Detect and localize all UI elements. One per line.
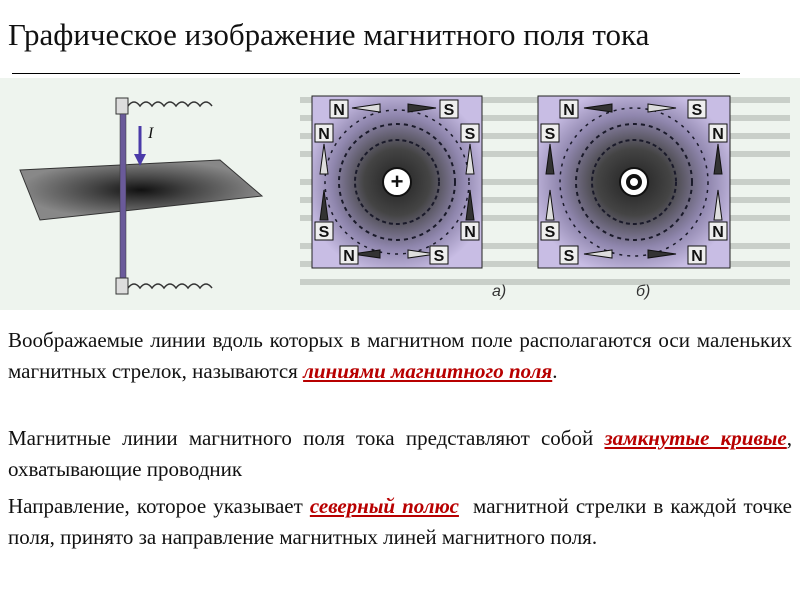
pole-label: N	[333, 102, 345, 119]
top-coil	[128, 102, 212, 106]
top-terminal	[116, 98, 128, 114]
title-divider	[12, 73, 740, 74]
bottom-coil	[128, 284, 212, 288]
pole-label: N	[691, 248, 703, 265]
panel-b	[538, 96, 730, 268]
pole-label: S	[691, 102, 703, 119]
definition-paragraph-direction	[8, 491, 798, 553]
definition-paragraph-field-lines	[8, 325, 792, 387]
panel-b-label: б)	[636, 283, 651, 300]
paragraph-text: .	[552, 359, 558, 383]
key-term: замкнутые кривые	[604, 426, 787, 450]
key-term: северный полюс	[309, 494, 459, 518]
key-term: линиями магнитного поля	[303, 359, 553, 383]
definition-paragraph-closed-curves	[8, 423, 792, 485]
pole-label: N	[318, 126, 330, 143]
pole-label: N	[712, 126, 724, 143]
wire-apparatus	[20, 98, 262, 294]
paragraph-text: магнитной стрелки в каждой точке поля, принято за направление магнитных линей магнитного поля.	[8, 494, 798, 549]
paragraph-text: , охватывающие проводник	[8, 426, 793, 481]
paragraph-text: Магнитные линии магнитного поля тока представляют собой	[8, 426, 605, 450]
pole-label: S	[318, 224, 330, 241]
figure-illustration	[0, 78, 800, 310]
page-title: Графическое изображение магнитного поля тока	[8, 17, 650, 52]
conductor-wire	[120, 114, 126, 294]
current-into-page-symbol: +	[390, 169, 404, 194]
pole-label: S	[544, 126, 556, 143]
pole-label: N	[563, 102, 575, 119]
pole-label: S	[464, 126, 476, 143]
panel-a-label: а)	[492, 283, 507, 300]
iron-filings-plate	[20, 160, 262, 220]
pole-label: N	[343, 248, 355, 265]
bottom-terminal	[116, 278, 128, 294]
panel-a	[312, 96, 482, 268]
paragraph-text: Воображаемые линии вдоль которых в магнитном поле располагаются оси маленьких магнитных стрелок, называются	[8, 328, 792, 383]
pole-label: S	[433, 248, 445, 265]
pole-label: S	[563, 248, 575, 265]
pole-label: S	[544, 224, 556, 241]
figure-area	[0, 78, 800, 310]
pole-label: N	[464, 224, 476, 241]
paragraph-text: Направление, которое указывает	[8, 494, 310, 518]
pole-label: N	[712, 224, 724, 241]
current-label: I	[148, 125, 154, 142]
pole-label: S	[443, 102, 455, 119]
